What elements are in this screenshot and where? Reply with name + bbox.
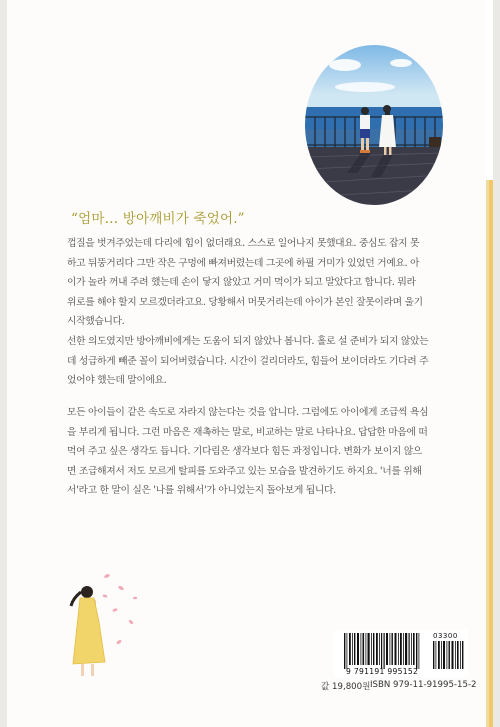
text-line: 먹여 주고 싶은 생각도 듭니다. 기다림은 생각보다 힘든 과정입니다. 변화가 보이지 않으: [67, 446, 422, 458]
text-line: 위로를 해야 할지 모르겠더라고요. 당황해서 머뭇거리는데 아이가 본인 잘못이라며 울기: [67, 296, 423, 308]
body-paragraph-3: [67, 403, 454, 501]
text-line: 었어야 했는데 말이에요.: [67, 375, 167, 387]
girl-illustration: [47, 562, 147, 682]
barcode-digits: 9 791191 995152: [346, 667, 419, 676]
text-line: 선한 의도였지만 방아깨비에게는 도움이 되지 않았나 봅니다. 홀로 설 준비가 되지 않았는: [67, 336, 429, 347]
price-label: 값 19,800원: [321, 682, 371, 692]
body-paragraph-1: [67, 234, 454, 332]
spine-edge: [486, 0, 493, 727]
text-line: 이가 놀라 꺼내 주려 했는데 손이 닿지 않았고 거미 먹이가 되고 말았다고 합니다. 뭐라: [67, 277, 416, 289]
text-line: 데 성급하게 빼준 꼴이 되어버렸습니다. 시간이 걸리더라도, 힘들어 보이더라도 기다려 주: [67, 355, 429, 367]
back-cover: [7, 0, 493, 727]
text-line: 시작했습니다.: [67, 316, 125, 328]
text-line: 껍질을 벗겨주었는데 다리에 힘이 없더래요. 스스로 일어나지 못했대요. 중심도 잡지 못: [67, 238, 420, 249]
text-line: 하고 뒤뚱거리다 그만 작은 구멍에 빠져버렸는데 그곳에 하필 거미가 있었던 거예요. 아: [67, 257, 420, 269]
isbn-barcode: [334, 630, 468, 677]
pull-quote: “엄마… 방아깨비가 죽었어.”: [71, 211, 245, 227]
text-line: 면 조급해져서 저도 모르게 탈피를 도와주고 있는 모습을 발견하기도 하지요. '너를 위해: [67, 465, 422, 477]
barcode-addon-digits: 03300: [433, 632, 458, 640]
isbn-label: ISBN 979-11-91995-15-2: [370, 680, 477, 690]
body-paragraph-2: [67, 332, 454, 391]
text-line: 모든 아이들이 같은 속도로 자라지 않는다는 것을 압니다. 그럼에도 아이에게 조급씩 욕심: [67, 407, 429, 418]
seaside-illustration: [305, 45, 443, 205]
text-line: 을 부리게 됩니다. 그런 마음은 재촉하는 말로, 비교하는 말로 나타나요. 답답한 마음에 떠: [67, 426, 428, 438]
text-line: 서'라고 한 말이 실은 '나를 위해서'가 아니었는지 돌아보게 됩니다.: [67, 485, 336, 497]
